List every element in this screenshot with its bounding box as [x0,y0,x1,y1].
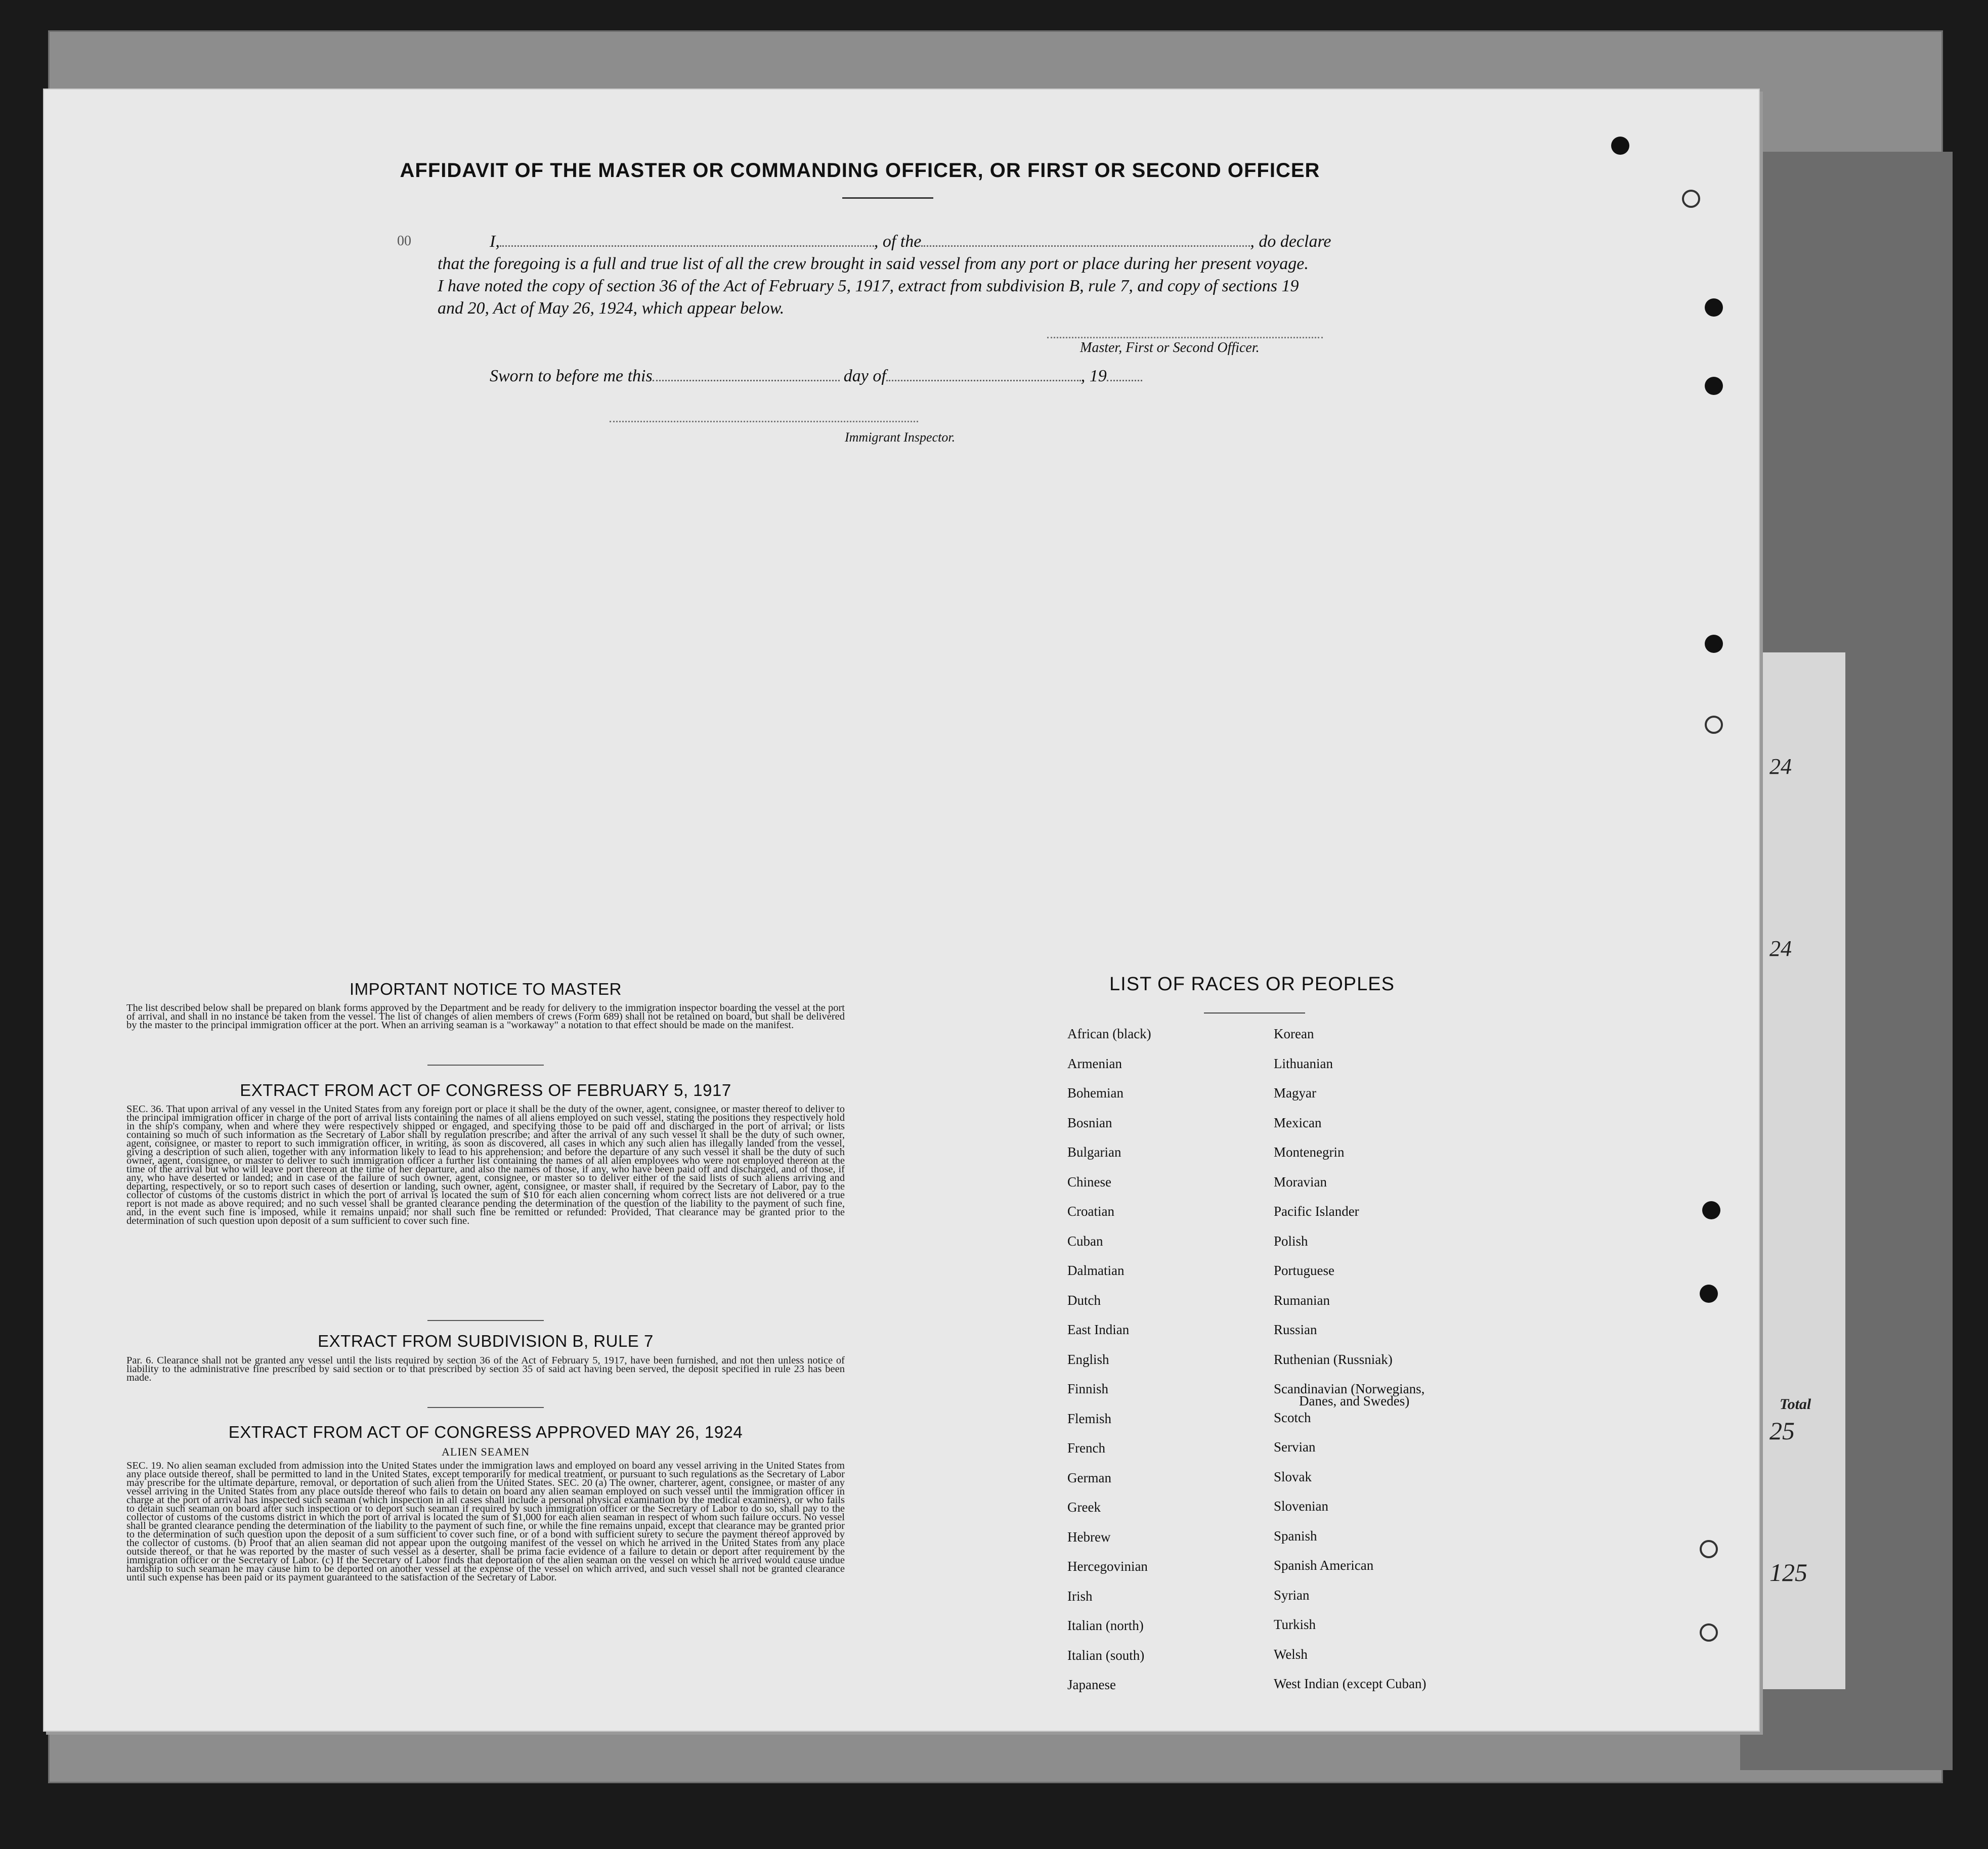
race-item: Armenian [1067,1055,1122,1071]
race-item: Hercegovinian [1067,1559,1148,1574]
of-the-label: , of the [874,232,922,251]
extract-1924-title: EXTRACT FROM ACT OF CONGRESS APPROVED MAY 26, 1924 [228,1423,743,1441]
section-rule [427,1065,544,1066]
vessel-name-field[interactable] [921,233,1250,247]
race-item: Finnish [1067,1381,1109,1396]
race-item: Lithuanian [1274,1055,1333,1071]
race-item: Greek [1067,1500,1101,1515]
race-item: West Indian (except Cuban) [1274,1676,1427,1691]
master-signature-label: Master, First or Second Officer. [1080,340,1260,356]
sworn-month-field[interactable] [886,368,1081,381]
race-item: Italian (north) [1067,1618,1144,1633]
race-item: Scotch [1274,1410,1311,1425]
punch-hole [1700,1285,1718,1303]
section-rule [427,1320,544,1321]
race-item: Flemish [1067,1411,1112,1426]
extract-1917-title: EXTRACT FROM ACT OF CONGRESS OF FEBRUARY 5, 1917 [240,1081,731,1099]
punch-hole [1702,1201,1720,1219]
declaration-line-2: that the foregoing is a full and true list of all the crew brought in said vessel from any port or place during her present voyage. [438,254,1309,273]
race-item: Montenegrin [1274,1144,1345,1160]
punch-hole [1682,190,1700,208]
margin-mark: 00 [397,233,411,249]
sworn-line [490,365,1142,387]
race-item: Mexican [1274,1115,1322,1130]
day-of-label: day of [843,367,886,385]
punch-hole [1705,377,1723,395]
section-rule [427,1407,544,1408]
declaration-line-3: I have noted the copy of section 36 of the Act of February 5, 1917, extract from subdivision B, rule 7, and copy of sections 19 [438,277,1299,295]
race-item: Hebrew [1067,1529,1111,1545]
declarant-prefix: I, [490,232,500,251]
race-item: Slovak [1274,1469,1312,1484]
race-item: Russian [1274,1322,1317,1337]
margin-total: 125 [1769,1558,1807,1587]
race-item: Croatian [1067,1204,1114,1219]
race-item: English [1067,1351,1109,1367]
race-item: Moravian [1274,1174,1327,1190]
extract-1924-text: SEC. 19. No alien seaman excluded from admission into the United States under the immigration laws and employed on board any vessel arriving in the United States from any place outside thereof, shall be permitted to land in the United States, except temporarily for medical treatment, or pursuant to such regulations as the Secretary of Labor may prescribe for the ultimate departure, removal, or deportation of such alien from the United States. SEC. 20 (a) The owner, charterer, agent, consignee, or master of any vessel arriving in the United States from any place outside thereof who fails to detain on board any alien seaman employed on such vessel until the immigration officer in charge at the port of arrival has inspected such seaman (which inspection in all cases shall include a personal physical examination by the medical examiners), or who fails to detain such seaman on board after such inspection or to deport such seaman if required by such immigration officer or the Secretary of Labor to do so, shall pay to the collector of customs of the customs district in which the port of arrival is located the sum of $1,000 for each alien seaman in respect of whom such failure occurs. No vessel shall be granted clearance pending the determination of the liability to the payment of such fine, or while the fine remains unpaid, except that clearance may be granted prior to the determination of such question upon the deposit of a sum sufficient to cover such fine, or of a bond with sufficient surety to secure the payment thereof approved by the collector of customs. (b) Proof that an alien seaman did not appear upon the outgoing manifest of the vessel on which he arrived in the United States from any place outside thereof, or that he was reported by the master of such vessel as a deserter, shall be prima facie evidence of a failure to detain or deport after requirement by the immigration officer or the Secretary of Labor. (c) If the Secretary of Labor finds that deportation of the alien seaman on the vessel on which he arrived would cause undue hardship to such seaman he may cause him to be deported on another vessel at the expense of the vessel on which arrived, and such vessel shall not be granted clearance until such expense has been paid or its payment guaranteed to the satisfaction of the Secretary of Labor. [126,1460,845,1583]
race-item: German [1067,1470,1111,1485]
race-item: Japanese [1067,1677,1116,1692]
declare-label: , do declare [1250,232,1331,251]
race-item: Bohemian [1067,1085,1123,1100]
race-item: Korean [1274,1026,1314,1041]
race-item: French [1067,1440,1105,1456]
race-item: Scandinavian (Norwegians, [1274,1381,1425,1396]
rule-b7-text: Par. 6. Clearance shall not be granted any vessel until the lists required by section 36 of the Act of February 5, 1917, have been furnished, and not then unless notice of liability to the administrative fine prescribed by said section or to that prescribed by section 35 of said act having been served, the deposit specified in rule 23 has been made. [126,1355,845,1383]
sworn-day-field[interactable] [653,368,840,381]
sworn-label: Sworn to before me this [490,367,653,385]
race-item: Danes, and Swedes) [1299,1393,1410,1408]
race-item: Bulgarian [1067,1144,1121,1160]
punch-hole [1705,635,1723,653]
punch-hole [1700,1540,1718,1558]
race-item: Cuban [1067,1233,1103,1249]
race-item: Servian [1274,1439,1316,1455]
punch-hole [1705,716,1723,734]
race-item: Magyar [1274,1085,1316,1100]
race-item: Irish [1067,1588,1093,1604]
inspector-signature-label: Immigrant Inspector. [845,430,956,445]
master-signature-line[interactable] [1047,337,1323,338]
notice-title: IMPORTANT NOTICE TO MASTER [349,980,622,998]
races-rule [1204,1012,1305,1014]
race-item: Polish [1274,1233,1308,1249]
right-margin-tab [1758,652,1845,1689]
race-item: Pacific Islander [1274,1204,1359,1219]
race-item: Spanish American [1274,1558,1374,1573]
affidavit-title: AFFIDAVIT OF THE MASTER OR COMMANDING OFFICER, OR FIRST OR SECOND OFFICER [400,159,1320,182]
declarant-name-field[interactable] [500,233,874,247]
race-item: African (black) [1067,1026,1151,1041]
race-item: Rumanian [1274,1292,1330,1308]
race-item: Welsh [1274,1646,1308,1662]
punch-hole [1705,298,1723,317]
race-item: Turkish [1274,1617,1316,1632]
race-item: Chinese [1067,1174,1111,1190]
race-item: Bosnian [1067,1115,1112,1130]
year-prefix: , 19 [1081,367,1107,385]
race-item: East Indian [1067,1322,1130,1337]
notice-text: The list described below shall be prepared on blank forms approved by the Department and be ready for delivery to the immigration inspector boarding the vessel at the port of arrival, and shall in no instance be taken from the vessel. The list of changes of alien members of crews (Form 689) shall not be retained on board, but shall be delivered by the master to the principal immigration officer at the port. When an arriving seaman is a "workaway" a notation to that effect should be made on the manifest. [126,1002,845,1031]
races-title: LIST OF RACES OR PEOPLES [1109,974,1395,995]
rule-b7-title: EXTRACT FROM SUBDIVISION B, RULE 7 [318,1332,654,1350]
race-item: Dalmatian [1067,1263,1125,1278]
inspector-signature-line[interactable] [610,421,918,422]
race-item: Dutch [1067,1292,1101,1308]
race-item: Italian (south) [1067,1647,1145,1663]
extract-1917-text: SEC. 36. That upon arrival of any vessel in the United States from any foreign port or place it shall be the duty of the owner, agent, consignee, or master thereof to deliver to the principal immigration officer in charge of the port of arrival lists containing the names of all aliens employed on such vessel, stating the positions they respectively hold in the ship's company, when and where they were respectively shipped or engaged, and specifying those to be paid off and discharged in the port of arrival; or lists containing so much of such information as the Secretary of Labor shall by regulation prescribe; and after the arrival of any such vessel it shall be the duty of such owner, agent, consignee, or master to report to such immigration officer, in writing, as soon as discovered, all cases in which any such alien has illegally landed from the vessel, giving a description of such alien, together with any information likely to lead to his apprehension; and before the departure of any such vessel it shall be the duty of such owner, agent, consignee, or master to deliver to such immigration officer a further list containing the names of all alien employees who were not employed thereon at the time of the arrival but who will leave port thereon at the time of her departure, and also the names of those, if any, who have been paid off and discharged, and of those, if any, who have deserted or landed; and in case of the failure of such owner, agent, consignee, or master so to deliver either of the said lists of such aliens arriving and departing, respectively, or so to report such cases of desertion or landing, such owner, agent, consignee, or master shall, if required by the Secretary of Labor, pay to the collector of customs of the customs district in which the port of arrival is located the sum of $10 for each alien concerning whom correct lists are not delivered or a true report is not made as above required; and no such vessel shall be granted clearance pending the determination of the question of the liability to the payment of such fine, and, in the event such fine is imposed, while it remains unpaid; nor shall such fine be remitted or refunded: Provided, That clearance may be granted prior to the determination of such question upon deposit of a sum sufficient to cover such fine. [126,1104,845,1226]
alien-seamen-subtitle: ALIEN SEAMEN [442,1445,530,1458]
declaration-line-1 [490,231,1331,253]
punch-hole [1700,1623,1718,1642]
margin-mark: 24 [1769,754,1792,779]
race-item: Spanish [1274,1528,1317,1544]
margin-total: 25 [1769,1417,1795,1445]
race-item: Portuguese [1274,1263,1334,1278]
race-item: Ruthenian (Russniak) [1274,1351,1393,1367]
declaration-line-4: and 20, Act of May 26, 1924, which appear below. [438,299,785,318]
margin-total-label: Total [1780,1396,1811,1413]
punch-hole [1611,137,1629,155]
margin-mark: 24 [1769,936,1792,961]
sworn-year-field[interactable] [1107,368,1142,381]
title-rule [842,197,933,199]
race-item: Syrian [1274,1587,1310,1603]
race-item: Slovenian [1274,1499,1328,1514]
